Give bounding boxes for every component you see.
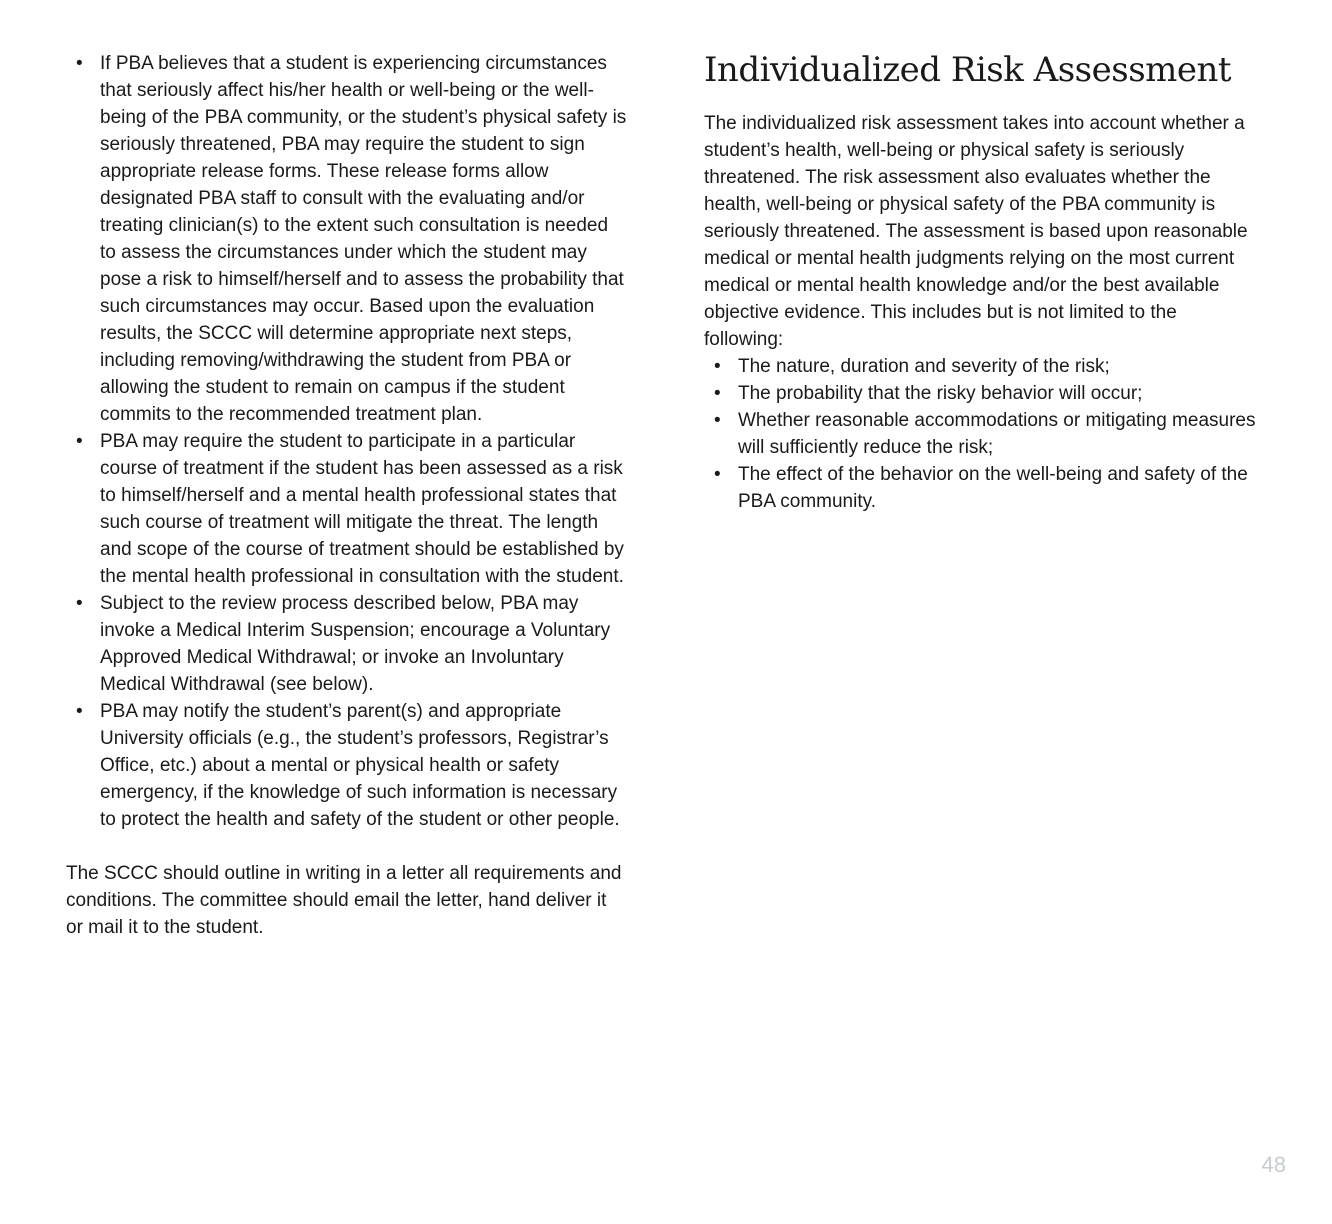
left-column <box>66 50 628 941</box>
list-item: • If PBA believes that a student is experiencing circumstances that seriously affect his/her health or well-being or the well-being of the PBA community, or the student’s physical safety is seriously threatened, PBA may require the student to sign appropriate release forms. These release forms allow designated PBA staff to consult with the evaluating and/or treating clinician(s) to the extent such consultation is needed to assess the circumstances under which the student may pose a risk to himself/herself and to assess the probability that such circumstances may occur. Based upon the evaluation results, the SCCC will determine appropriate next steps, including removing/withdrawing the student from PBA or allowing the student to remain on campus if the student commits to the recommended treatment plan. <box>66 50 628 428</box>
list-item: • Whether reasonable accommodations or mitigating measures will sufficiently reduce the risk; <box>704 407 1260 461</box>
page-number: 48 <box>1261 1152 1286 1177</box>
list-item: • The nature, duration and severity of the risk; <box>704 353 1260 380</box>
intro-paragraph: The individualized risk assessment takes into account whether a student’s health, well-being or physical safety is seriously threatened. The risk assessment also evaluates whether the health, well-being or physical safety of the PBA community is seriously threatened. The assessment is based upon reasonable medical or mental health judgments relying on the most current medical or mental health knowledge and/or the best available objective evidence. This includes but is not limited to the following: <box>704 113 1248 350</box>
closing-paragraph: The SCCC should outline in writing in a letter all requirements and conditions. The committee should email the letter, hand deliver it or mail it to the student. <box>66 863 622 938</box>
list-item: • The probability that the risky behavior will occur; <box>704 380 1260 407</box>
left-bullet-list <box>66 50 628 833</box>
list-item: • The effect of the behavior on the well-being and safety of the PBA community. <box>704 461 1260 515</box>
section-heading: Individualized Risk Assessment <box>704 50 1232 90</box>
list-item: • Subject to the review process described below, PBA may invoke a Medical Interim Suspension; encourage a Voluntary Approved Medical Withdrawal; or invoke an Involuntary Medical Withdrawal (see below). <box>66 590 628 698</box>
right-bullet-list <box>704 353 1260 515</box>
list-item: • PBA may require the student to participate in a particular course of treatment if the student has been assessed as a risk to himself/herself and a mental health professional states that such course of treatment will mitigate the threat. The length and scope of the course of treatment should be established by the mental health professional in consultation with the student. <box>66 428 628 590</box>
list-item: • PBA may notify the student’s parent(s) and appropriate University officials (e.g., the student’s professors, Registrar’s Office, etc.) about a mental or physical health or safety emergency, if the knowledge of such information is necessary to protect the health and safety of the student or other people. <box>66 698 628 833</box>
right-column <box>704 50 1260 515</box>
